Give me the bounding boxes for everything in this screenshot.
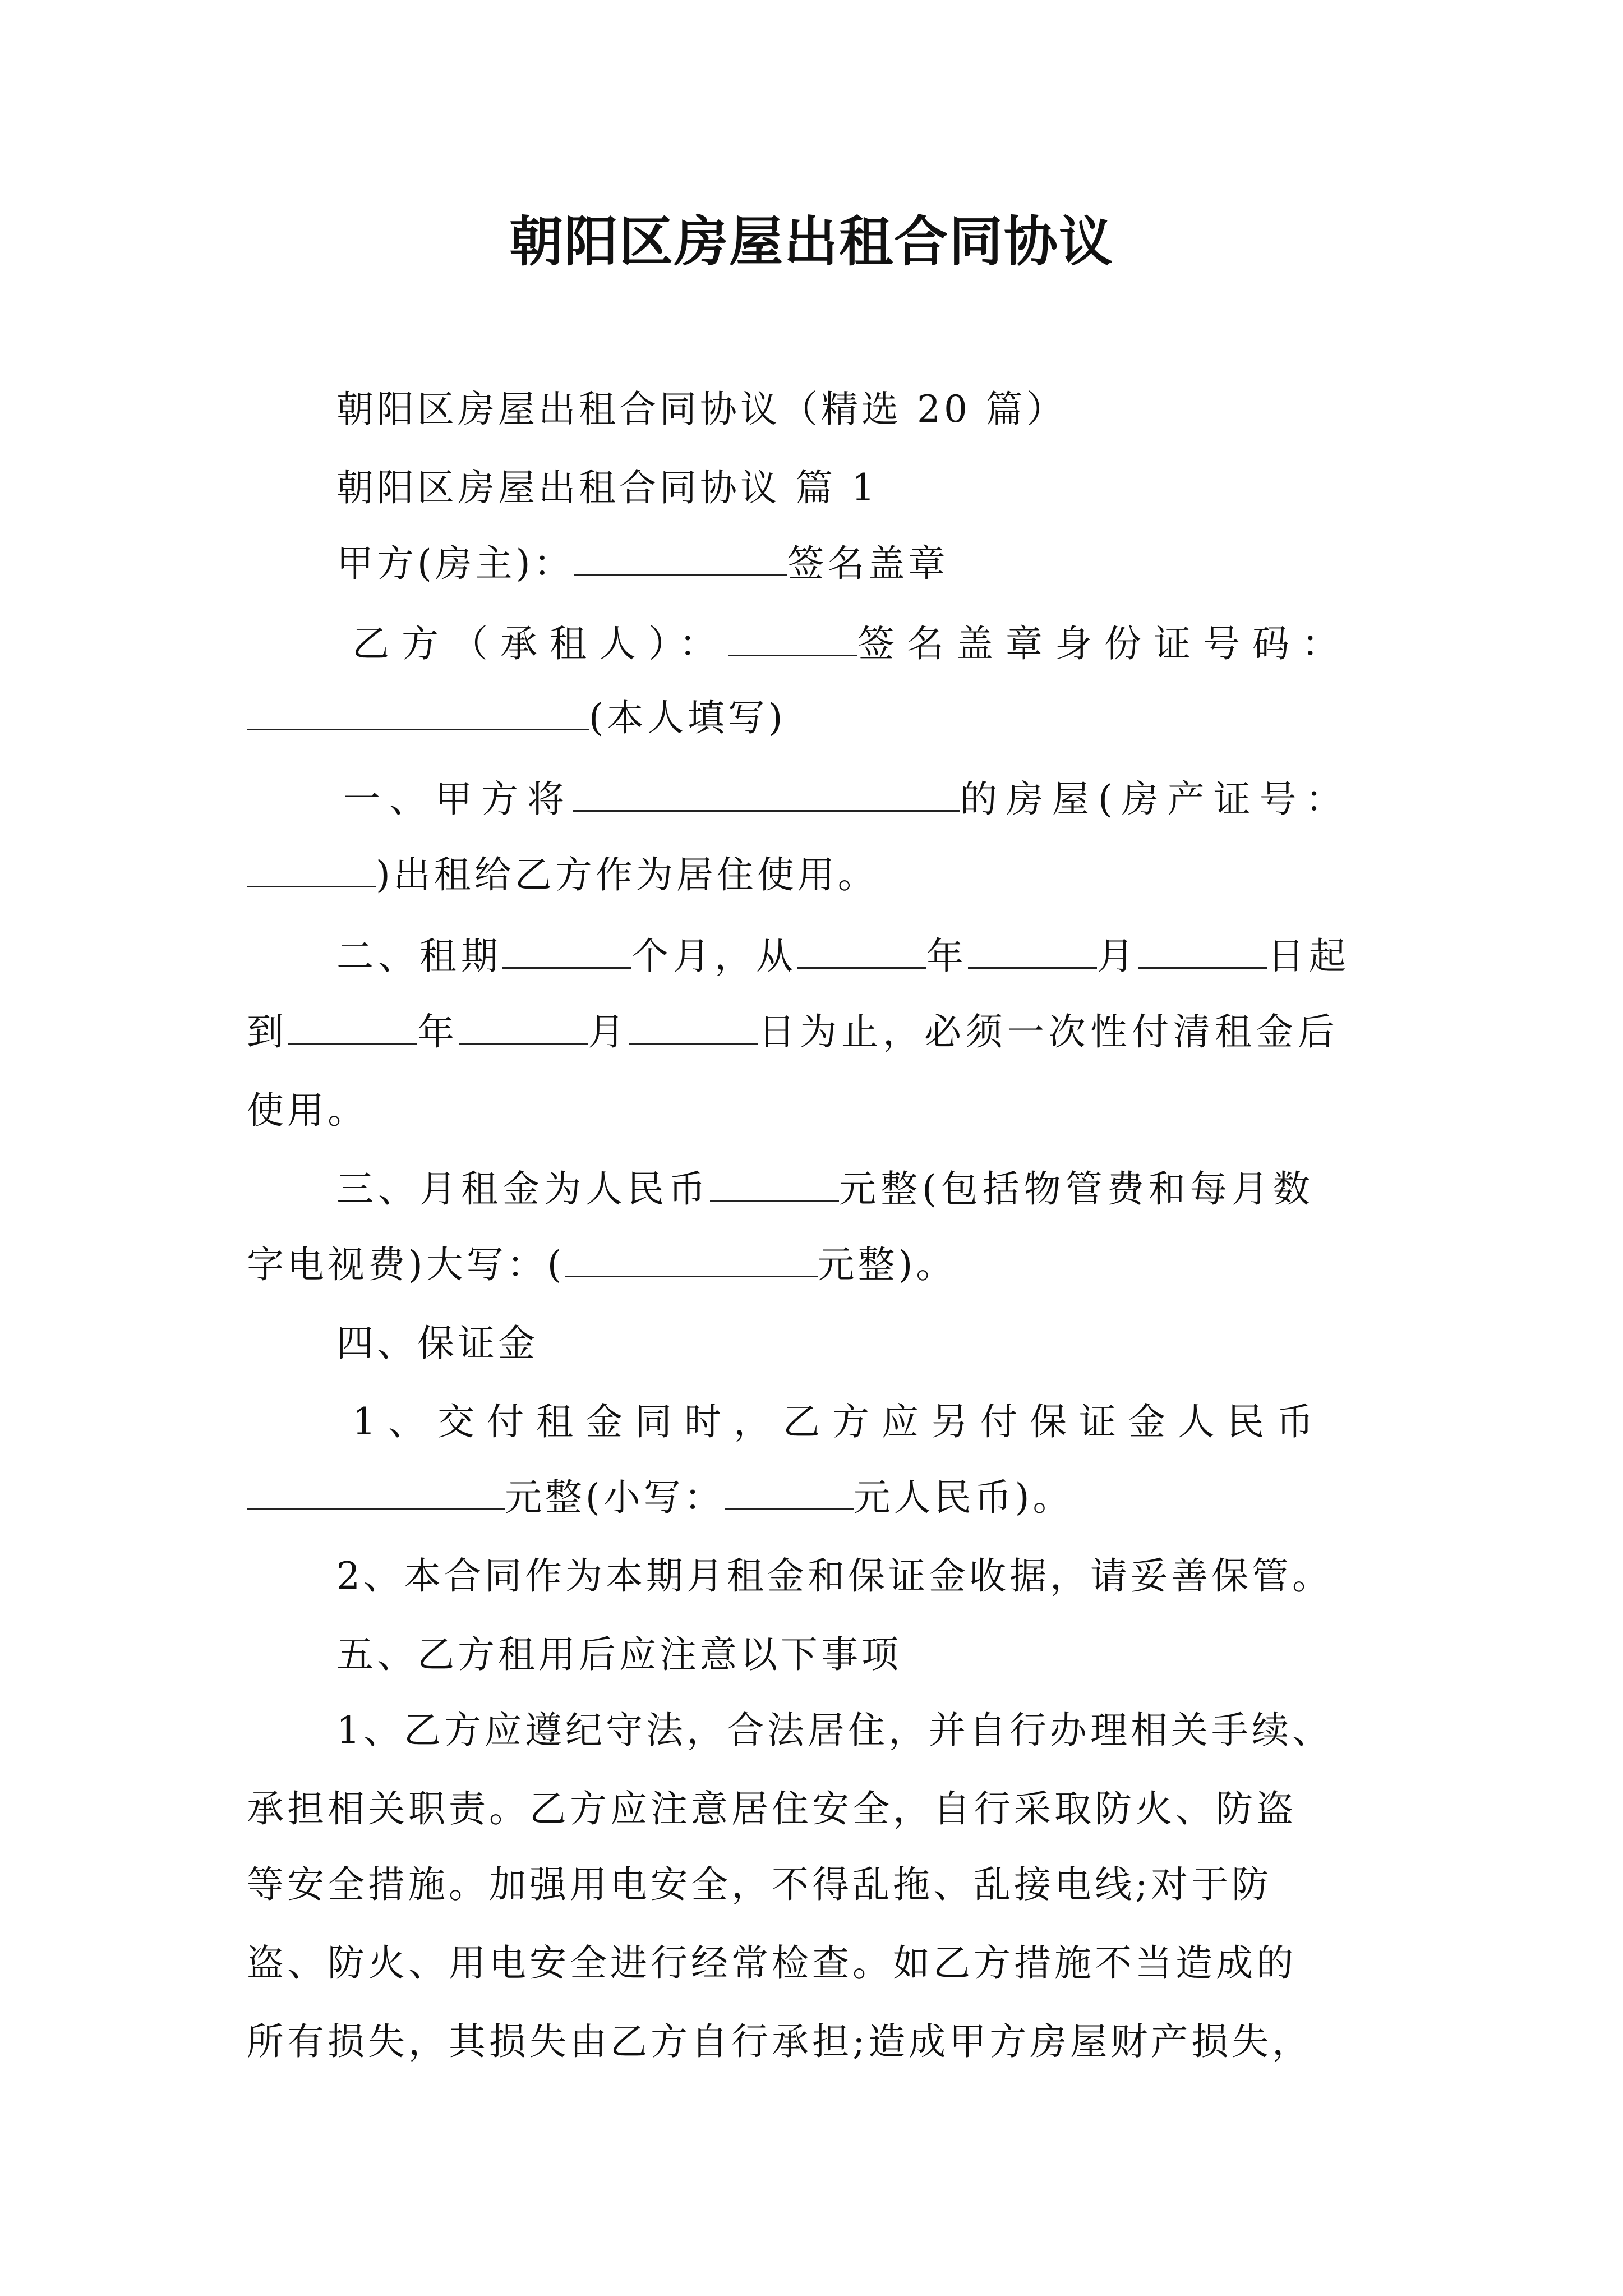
text: 字电视费)大写：( bbox=[247, 1243, 565, 1286]
clause-1-cont-line bbox=[247, 853, 878, 898]
clause-1-line bbox=[343, 777, 1352, 822]
text: 年 bbox=[926, 935, 968, 978]
clause-2-cont-line bbox=[247, 1010, 1339, 1055]
text: 日为止，必须一次性付清租金后 bbox=[758, 1010, 1339, 1053]
text: 盗、防火、用电安全进行经常检查。如乙方措施不当造成的 bbox=[247, 1941, 1297, 1985]
text: 元整(小写： bbox=[505, 1476, 725, 1519]
clause-5-line-2 bbox=[247, 1787, 1297, 1832]
text: 月 bbox=[588, 1010, 629, 1053]
text: (本人填写) bbox=[589, 696, 786, 739]
text: 1、乙方应遵纪守法，合法居住，并自行办理相关手续、 bbox=[336, 1709, 1332, 1752]
text: 二、租期 bbox=[336, 935, 502, 978]
text: 所有损失，其损失由乙方自行承担;造成甲方房屋财产损失， bbox=[247, 2020, 1313, 2063]
fill-blank bbox=[629, 1010, 758, 1045]
receipt-line bbox=[336, 1554, 1332, 1599]
text: 月 bbox=[1097, 935, 1138, 978]
deposit-cont-line bbox=[247, 1475, 1073, 1520]
text: 到 bbox=[247, 1010, 288, 1053]
fill-blank bbox=[797, 935, 926, 969]
clause-2-end-line bbox=[247, 1088, 368, 1133]
clause-5-line-3 bbox=[247, 1862, 1272, 1907]
subtitle-line bbox=[336, 387, 1067, 432]
text: 元整(包括物管费和每月数 bbox=[839, 1167, 1315, 1211]
text: 五、乙方租用后应注意以下事项 bbox=[336, 1633, 902, 1676]
text: 甲方(房主)： bbox=[336, 542, 574, 585]
text: 等安全措施。加强用电安全，不得乱拖、乱接电线;对于防 bbox=[247, 1863, 1272, 1906]
fill-blank bbox=[247, 1476, 505, 1510]
fill-blank bbox=[288, 1010, 417, 1045]
text: 个月，从 bbox=[631, 935, 797, 978]
text: 元人民币)。 bbox=[853, 1476, 1073, 1519]
fill-blank bbox=[565, 1243, 818, 1277]
document-title: 朝阳区房屋出租合同协议 bbox=[509, 210, 1114, 273]
fill-blank bbox=[725, 1476, 854, 1510]
text: 2、本合同作为本期月租金和保证金收据，请妥善保管。 bbox=[336, 1554, 1332, 1598]
party-b-line bbox=[352, 622, 1351, 666]
section-heading-line bbox=[336, 466, 878, 510]
fill-blank bbox=[247, 696, 589, 730]
text: )出租给乙方作为居住使用。 bbox=[376, 853, 878, 896]
clause-5-line-1 bbox=[336, 1708, 1332, 1753]
fill-blank bbox=[459, 1010, 588, 1045]
fill-blank bbox=[968, 935, 1097, 969]
text: 签名盖章身份证号码： bbox=[857, 622, 1351, 665]
text: 四、保证金 bbox=[336, 1322, 538, 1365]
party-a-line bbox=[336, 541, 949, 586]
text: 朝阳区房屋出租合同协议（精选 20 篇） bbox=[336, 388, 1067, 431]
fill-blank bbox=[574, 542, 787, 576]
fill-blank bbox=[502, 935, 631, 969]
fill-blank bbox=[710, 1167, 839, 1202]
clause-3-line bbox=[336, 1167, 1315, 1212]
text: 朝阳区房屋出租合同协议 篇 1 bbox=[336, 466, 878, 509]
text: 承担相关职责。乙方应注意居住安全，自行采取防火、防盗 bbox=[247, 1787, 1297, 1830]
text: 年 bbox=[417, 1010, 459, 1053]
clause-5-heading bbox=[336, 1632, 902, 1677]
text: 一、甲方将 bbox=[343, 777, 573, 821]
text: 日起 bbox=[1267, 935, 1350, 978]
text: 的房屋(房产证号： bbox=[960, 777, 1352, 821]
fill-blank bbox=[247, 853, 376, 887]
text: 使用。 bbox=[247, 1089, 368, 1132]
clause-4-heading bbox=[336, 1321, 538, 1366]
deposit-line bbox=[352, 1400, 1326, 1444]
fill-blank bbox=[573, 777, 960, 812]
id-note-line bbox=[247, 696, 786, 740]
text: 1、交付租金同时，乙方应另付保证金人民币 bbox=[352, 1400, 1326, 1443]
text: 乙方（承租人）： bbox=[352, 622, 728, 665]
clause-5-line-5 bbox=[247, 2019, 1312, 2064]
text: 三、月租金为人民币 bbox=[336, 1167, 710, 1211]
fill-blank bbox=[728, 622, 857, 656]
clause-3-cont-line bbox=[247, 1243, 956, 1287]
fill-blank bbox=[1138, 935, 1267, 969]
clause-5-line-4 bbox=[247, 1941, 1297, 1986]
clause-2-line bbox=[336, 934, 1350, 979]
text: 签名盖章 bbox=[787, 542, 949, 585]
text: 元整)。 bbox=[817, 1243, 957, 1286]
